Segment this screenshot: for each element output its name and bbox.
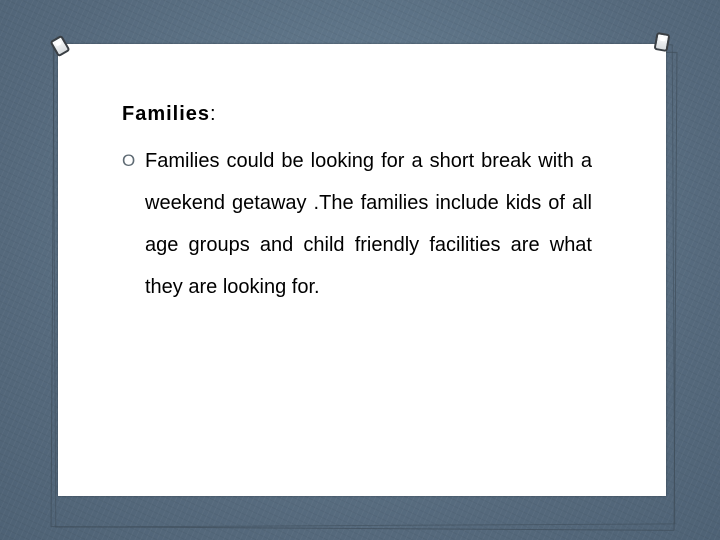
slide-title [122,100,217,128]
slide-title-colon: : [210,103,217,125]
bullet-text: Families could be looking for a short break with a weekend getaway .The families include kids of all age groups and child friendly facilities are what they are looking for. [145,150,592,298]
slide-title-text: Families [122,103,211,125]
bullet-item [122,140,592,308]
bullet-marker-icon: O [122,151,136,170]
